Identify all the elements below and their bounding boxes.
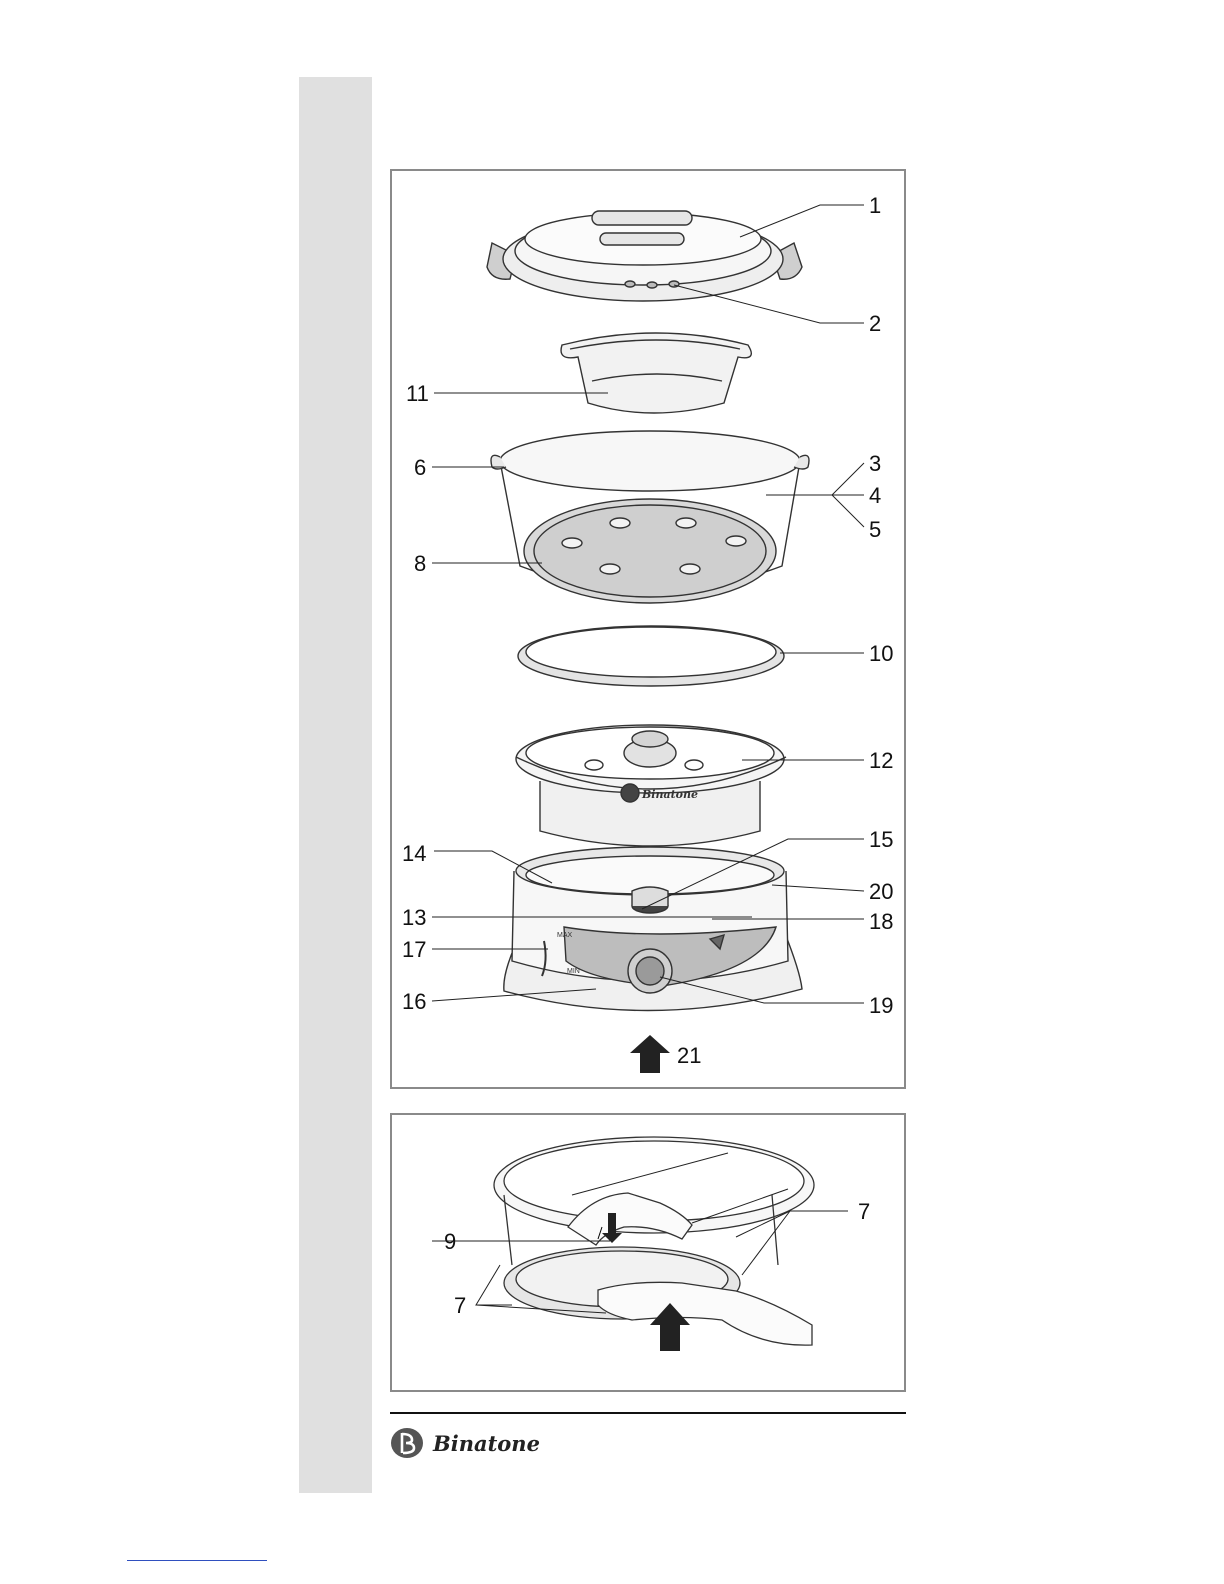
callout-20: 20 xyxy=(869,879,894,904)
callout-10: 10 xyxy=(869,641,894,666)
left-margin-band xyxy=(299,77,372,1493)
footer-rule xyxy=(390,1412,906,1414)
callout-13: 13 xyxy=(402,905,427,930)
assembly-detail-panel xyxy=(390,1113,906,1392)
dial-min-mark: MIN xyxy=(567,968,580,975)
exploded-view-drawing xyxy=(392,171,904,1087)
callout-12: 12 xyxy=(869,748,894,773)
steaming-bowl-illustration xyxy=(491,431,809,603)
callout-2: 2 xyxy=(869,311,882,336)
callout-11: 11 xyxy=(406,381,429,406)
callout-5: 5 xyxy=(869,517,882,542)
assembly-detail-drawing xyxy=(392,1115,904,1390)
drip-ring-illustration xyxy=(518,626,784,686)
svg-text:Binatone: Binatone xyxy=(642,788,699,801)
callout-21: 21 xyxy=(677,1043,702,1068)
brand-name: Binatone xyxy=(433,1430,540,1456)
callout-17: 17 xyxy=(402,937,427,962)
callout-1: 1 xyxy=(869,193,882,218)
binatone-logo-icon xyxy=(390,1426,430,1460)
callout-4: 4 xyxy=(869,483,882,508)
brand-logo xyxy=(390,1426,540,1460)
exploded-view-panel xyxy=(390,169,906,1089)
callout-8: 8 xyxy=(414,551,427,576)
callout-7-right: 7 xyxy=(858,1199,871,1224)
callout-15: 15 xyxy=(869,827,894,852)
base-unit-illustration xyxy=(504,847,802,1011)
callout-6: 6 xyxy=(414,455,427,480)
lid-illustration xyxy=(487,211,802,301)
callout-14: 14 xyxy=(402,841,427,866)
up-arrow-icon xyxy=(630,1035,670,1073)
callout-7-left: 7 xyxy=(454,1293,467,1318)
callout-18: 18 xyxy=(869,909,894,934)
callout-19: 19 xyxy=(869,993,894,1018)
rice-bowl-illustration xyxy=(561,333,751,413)
callout-16: 16 xyxy=(402,989,427,1014)
callout-9: 9 xyxy=(444,1229,457,1254)
drip-tray-illustration xyxy=(516,725,786,846)
corner-underline xyxy=(127,1560,267,1561)
dial-max-mark: MAX xyxy=(557,932,573,939)
callout-3: 3 xyxy=(869,451,882,476)
